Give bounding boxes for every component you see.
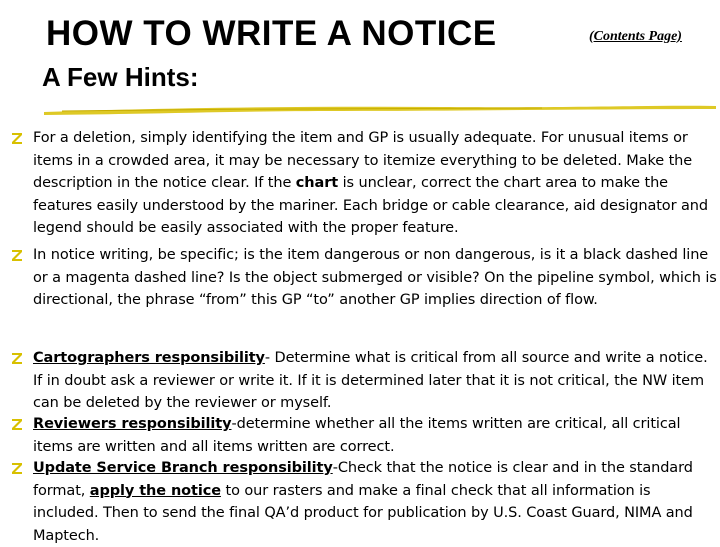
hint-text: is unclear, correct the chart area to make the features easily understood by the mariner. Each bridge or cable clearance, aid designator and legend should be easily associated with the proper feature. bbox=[33, 175, 708, 236]
update-service-branch-heading: Update Service Branch responsibility bbox=[33, 460, 333, 476]
z-bullet-icon bbox=[11, 462, 23, 475]
hint-text: - Determine what is critical from all source and write a notice. If in doubt ask a reviewer or write it. If it is determined later that it is not critical, the NW item can be deleted by the reviewer or myself. bbox=[33, 350, 708, 411]
list-item bbox=[33, 244, 718, 312]
hint-text: -determine whether all the items written are critical, all critical items are written and all items written are correct. bbox=[33, 416, 681, 455]
list-item bbox=[33, 413, 718, 458]
reviewers-responsibility-heading: Reviewers responsibility bbox=[33, 416, 232, 432]
hint-text: In notice writing, be specific; is the item dangerous or non dangerous, is it a black dashed line or a magenta dashed line? Is the object submerged or visible? On the pipeline symbol, which is directional, the phrase “from” this GP “to” another GP implies direction of flow. bbox=[33, 247, 717, 308]
contents-page-link[interactable]: (Contents Page) bbox=[589, 29, 682, 44]
list-item bbox=[33, 127, 718, 240]
hint-text: -Check that the notice is clear and in the standard format, bbox=[33, 460, 693, 499]
apply-the-notice-link[interactable]: apply the notice bbox=[89, 482, 221, 499]
hint-bold-word: chart bbox=[295, 175, 339, 191]
z-bullet-icon bbox=[11, 249, 23, 262]
cartographers-responsibility-heading: Cartographers responsibility bbox=[33, 350, 265, 366]
list-item bbox=[33, 457, 718, 547]
z-bullet-icon bbox=[11, 132, 23, 145]
brush-underline-divider bbox=[42, 103, 718, 116]
z-bullet-icon bbox=[11, 352, 23, 365]
z-bullet-icon bbox=[11, 418, 23, 431]
section-subtitle: A Few Hints: bbox=[42, 62, 199, 92]
hint-text: For a deletion, simply identifying the item and GP is usually adequate. For unusual items or items in a crowded area, it may be necessary to itemize everything to be deleted. Make the description in the notice clear. If the bbox=[33, 130, 693, 191]
list-item bbox=[33, 347, 718, 415]
page-title: HOW TO WRITE A NOTICE bbox=[46, 14, 497, 53]
hint-text: to our rasters and make a final check that all information is included. Then to send the final QA’d product for publication by U.S. Coast Guard, NIMA and Maptech. bbox=[33, 482, 693, 544]
